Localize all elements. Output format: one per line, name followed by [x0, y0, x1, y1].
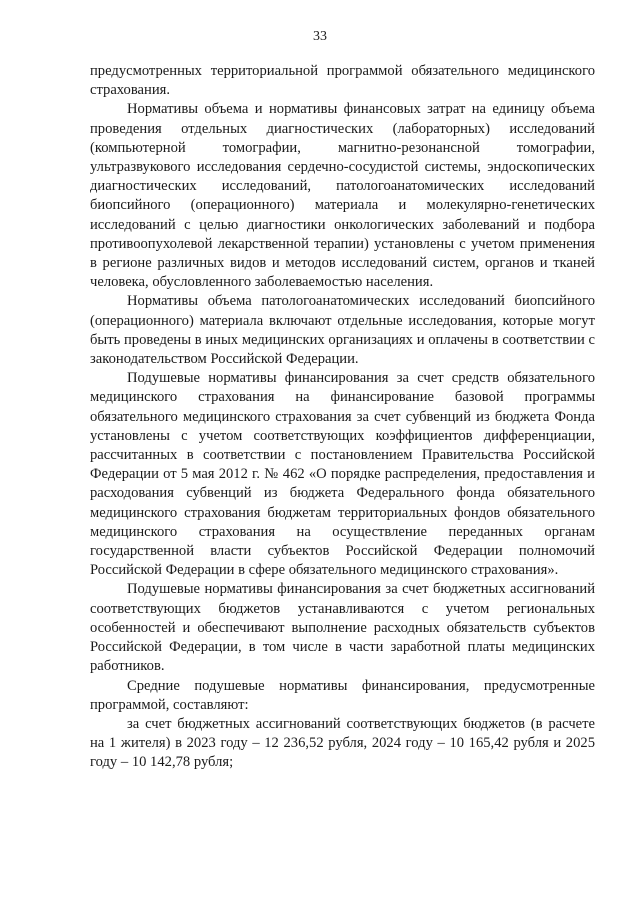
page-number: 33 [313, 29, 327, 44]
paragraph-budget-amounts: за счет бюджетных ассигнований соответствующих бюджетов (в расчете на 1 жителя) в 2023 году – 12 236,52 рубля, 2024 году – 10 165,42 рубля и 2025 году – 10 142,78 рубля; [90, 715, 595, 771]
paragraph-oms-per-capita: Подушевые нормативы финансирования за счет средств обязательного медицинского страхования на финансирование базовой программы обязательного медицинского страхования за счет субвенций из бюджета Фонда установлены с учетом соответствующих коэффициентов дифференциации, рассчитанных в соответствии с постановлением Правительства Российской Федерации от 5 мая 2012 г. № 462 «О порядке распределения, предоставления и расходования субвенций из бюджета Федерального фонда обязательного медицинского страхования бюджетам территориальных фондов обязательного медицинского страхования на осуществление переданных органам государственной власти субъектов Российской Федерации полномочий Российской Федерации в сфере обязательного медицинского страхования». [90, 370, 595, 579]
paragraph-continuation: предусмотренных территориальной программой обязательного медицинского страхования. [90, 63, 595, 99]
paragraph-pathology-norms: Нормативы объема патологоанатомических исследований биопсийного (операционного) материала включают отдельные исследования, которые могут быть проведены в иных медицинских организациях и оплачены в соответствии с законодательством Российской Федерации. [90, 293, 595, 368]
paragraph-budget-per-capita: Подушевые нормативы финансирования за счет бюджетных ассигнований соответствующих бюджетов устанавливаются с учетом региональных особенностей и обеспечивают выполнение расходных обязательств субъектов Российской Федерации, в том числе в части заработной платы медицинских работников. [90, 581, 595, 675]
paragraph-diagnostic-norms: Нормативы объема и нормативы финансовых затрат на единицу объема проведения отдельных диагностических (лабораторных) исследований (компьютерной томографии, магнитно-резонансной томографии, ультразвукового исследования сердечно-сосудистой системы, эндоскопических диагностических исследований, патологоанатомических исследований биопсийного (операционного) материала и молекулярно-генетических исследований с целью диагностики онкологических заболеваний и подбора противоопухолевой лекарственной терапии) установлены с учетом применения в регионе различных видов и методов исследований систем, органов и тканей человека, обусловленного заболеваемостью населения. [90, 101, 595, 291]
document-body [90, 62, 595, 773]
paragraph-average-norms-intro: Средние подушевые нормативы финансирования, предусмотренные программой, составляют: [90, 677, 595, 713]
